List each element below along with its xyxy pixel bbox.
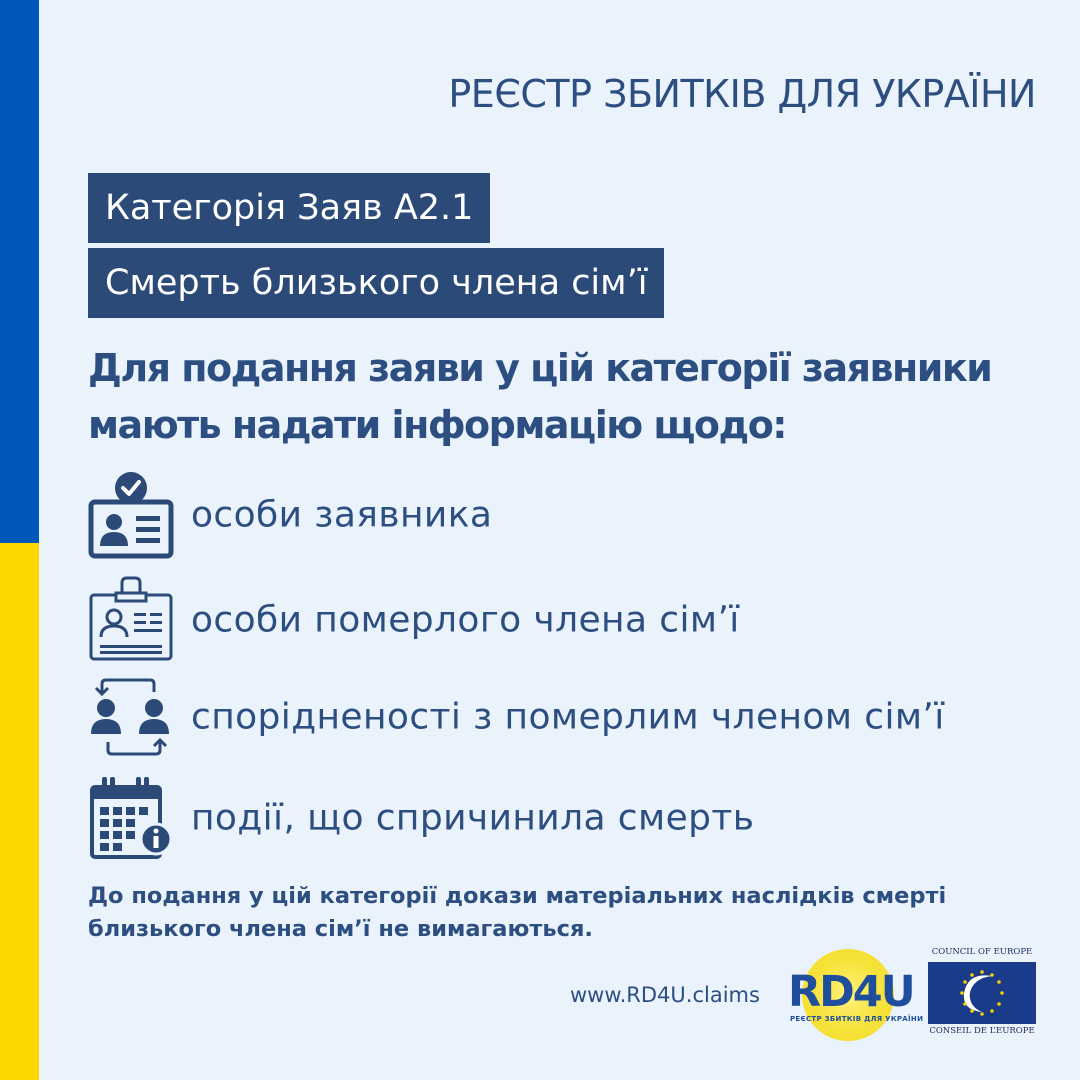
subject-tag: Смерть близького члена сім’ї [88, 248, 664, 318]
coe-logo-top-text: COUNCIL OF EUROPE [931, 947, 1033, 957]
footnote [88, 880, 1048, 946]
coe-logo-bottom-text: CONSEIL DE L’EUROPE [929, 1026, 1035, 1036]
footnote-line-2: близького члена сім’ї не вимагаються. [88, 916, 593, 942]
requirement-item [88, 672, 1048, 762]
rd4u-logo [782, 947, 922, 1047]
intro-line-2: мають надати інформацію щодо: [88, 403, 787, 447]
requirement-item [88, 470, 1048, 560]
flag-yellow-stripe [0, 543, 39, 1080]
intro-line-1: Для подання заяви у цій категорії заявники [88, 346, 992, 390]
requirement-item [88, 773, 1048, 863]
page-header-title: РЕЄСТР ЗБИТКІВ ДЛЯ УКРАЇНИ [448, 72, 1036, 116]
category-tag: Категорія Заяв А2.1 [88, 173, 490, 243]
coe-emblem-icon [928, 962, 1036, 1024]
requirement-label: події, що спричинила смерть [191, 797, 755, 839]
flag-blue-stripe [0, 0, 39, 543]
requirement-label: особи померлого члена сім’ї [191, 599, 740, 641]
intro-heading [88, 340, 1048, 454]
requirement-item [88, 575, 1048, 665]
requirement-label: спорідненості з померлим членом сім’ї [191, 696, 945, 738]
council-of-europe-logo [928, 947, 1036, 1043]
requirement-label: особи заявника [191, 494, 493, 536]
calendar-info-icon [88, 773, 174, 863]
id-card-check-icon [88, 470, 174, 560]
people-exchange-icon [88, 672, 174, 762]
rd4u-logo-text: RD4U [788, 967, 914, 1017]
badge-id-icon [88, 575, 174, 665]
footnote-line-1: До подання у цій категорії докази матеріальних наслідків смерті [88, 883, 947, 909]
rd4u-logo-tagline: РЕЄСТР ЗБИТКІВ ДЛЯ УКРАЇНИ [790, 1015, 924, 1023]
website-link[interactable]: www.RD4U.claims [570, 983, 760, 1007]
